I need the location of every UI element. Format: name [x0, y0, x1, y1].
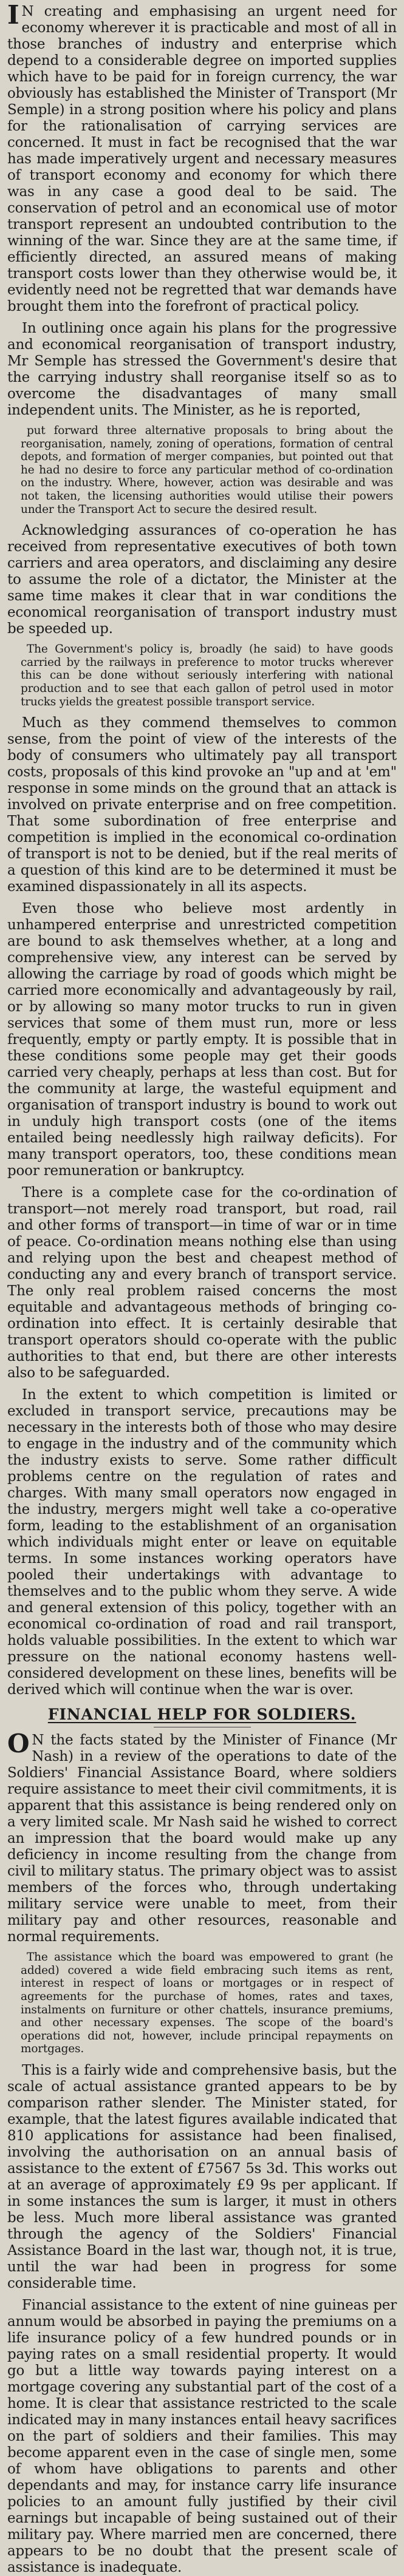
article-paragraph: In the extent to which competition is limited or excluded in transport service, precautions may be necessary in the interests both of those who may desire to engage in the industry and of the community which the industry exists to serve. Some rather difficult problems centre on the regulation of rates and charges. With many small operators now engaged in the industry, mergers might well take a co-operative form, leading to the establishment of an organisation which individuals might enter or leave on equitable terms. In some instances working operators have pooled their undertakings with advantage to themselves and to the public whom they serve. A wide and general extension of this policy, together with an economical co-ordination of road and rail transport, holds valuable possibilities. In the extent to which war pressure on the national economy hastens well-considered development on these lines, benefits will be derived which will continue when the war is over. — [7, 1387, 397, 1698]
article-paragraph: This is a fairly wide and comprehensive basis, but the scale of actual assistance granted appears to be by comparison rather slender. The Minister stated, for example, that the latest figures available indicated that 810 applications for assistance had been finalised, involving the authorisation on an annual basis of assistance to the extent of £7567 5s 3d. This works out at an average of approximately £9 9s per applicant. If in some instances the sum is larger, it must in others be less. Much more liberal assistance was granted through the agency of the Soldiers' Financial Assistance Board in the last war, though not, it is true, until the war had been in progress for some considerable time. — [7, 2062, 397, 2291]
article-paragraph: I N creating and emphasising an urgent need for economy wherever it is practicable and most of all in those branches of industry and enterprise which depend to a considerable degree on imported supplies which have to be paid for in foreign currency, the war obviously has established the Minister of Transport (Mr Semple) in a strong position where his policy and plans for the rationalisation of carrying services are concerned. It must in fact be recognised that the war has made imperatively urgent and necessary measures of transport economy and economy for which there was in any case a good deal to be said. The conservation of petrol and an economical use of motor transport represent an undoubted contribution to the winning of the war. Since they are at the same time, if efficiently directed, an assured means of making transport costs lower than they otherwise would be, it evidently need not be regretted that war demands have brought them into the forefront of practical policy. — [7, 0, 397, 314]
article-paragraph: Much as they commend themselves to common sense, from the point of view of the interests of the body of consumers who ultimately pay all transport costs, proposals of this kind provoke an "up and at 'em" response in some minds on the ground that an attack is involved on private enterprise and on free competition. That some subordination of free enterprise and competition is implied in the economical co-ordination of transport is not to be denied, but if the real merits of a question of this kind are to be determined it must be examined dispassionately in all its aspects. — [7, 715, 397, 895]
article-paragraph: Financial assistance to the extent of nine guineas per annum would be absorbed in paying the premiums on a life insurance policy of a few hundred pounds or in paying rates on a small residential property. It would go but a little way towards paying interest on a mortgage covering any substantial part of the cost of a home. It is clear that assistance restricted to the scale indicated may in many instances entail heavy sacrifices on the part of soldiers and their families. This may become apparent even in the case of single men, some of whom have obligations to parents and other dependants and may, for instance carry life insurance policies to an amount fully justified by their civil earnings but incapable of being sustained out of their military pay. Where married men are concerned, there appears to be no doubt that the present scale of assistance is inadequate. — [7, 2297, 397, 2575]
quoted-paragraph: The assistance which the board was empowered to grant (he added) covered a wide field embracing such items as rent, interest in respect of loans or mortgages or in respect of agreements for the purchase of homes, rates and taxes, instalments on furniture or other chattels, insurance premiums, and other necessary expenses. The scope of the board's operations did not, however, include principal repayments on mortgages. — [21, 1951, 393, 2056]
article-paragraph: There is a complete case for the co-ordination of transport—not merely road transport, but road, rail and other forms of transport—in time of war or in time of peace. Co-ordination means nothing else than using and relying upon the best and cheapest method of conducting any and every branch of transport service. The only real problem raised concerns the most equitable and advantageous methods of bringing co-ordination into effect. It is certainly desirable that transport operators should co-operate with the public authorities to that end, but there are other interests also to be safeguarded. — [7, 1185, 397, 1381]
article-paragraph: O N the facts stated by the Minister of Finance (Mr Nash) in a review of the operations to date of the Soldiers' Financial Assistance Board, where soldiers require assistance to meet their civil commitments, it is apparent that this assistance is being rendered only on a very limited scale. Mr Nash said he wished to correct an impression that the board would make up any deficiency in income resulting from the change from civil to military status. The primary object was to assist members of the forces who, through undertaking military service were unable to meet, from their military pay and other resources, reasonable and normal requirements. — [7, 1729, 397, 1945]
drop-cap: I — [7, 0, 19, 30]
quoted-paragraph: put forward three alternative proposals to bring about the reorganisation, namely, zoning of operations, formation of central depots, and formation of merger companies, but pointed out that he had no desire to force any particular method of co-ordination on the industry. Where, however, action was desirable and was not taken, the licensing authorities would utilise their powers under the Transport Act to secure the desired result. — [21, 424, 393, 516]
quoted-paragraph: The Government's policy is, broadly (he said) to have goods carried by the railways in preference to motor trucks wherever this can be done without seriously interfering with national production and to see that each gallon of petrol used in motor trucks yields the greatest possible transport service. — [21, 643, 393, 708]
article-paragraph: Even those who believe most ardently in unhampered enterprise and unrestricted competition are bound to ask themselves whether, at a long and comprehensive view, any interest can be served by allowing the carriage by road of goods which might be carried more economically and advantageously by rail, or by allowing so many motor trucks to run in given services that some of them must run, more or less frequently, empty or partly empty. It is possible that in these conditions some people may get their goods carried very cheaply, perhaps at less than cost. But for the community at large, the wasteful equipment and organisation of transport industry is bound to work out in unduly high transport costs (one of the items entailed being needlessly high railway deficits). For many transport operators, too, these conditions mean poor remuneration or bankruptcy. — [7, 901, 397, 1179]
section-headline: FINANCIAL HELP FOR SOLDIERS. — [47, 1706, 357, 1724]
article-paragraph: In outlining once again his plans for the progressive and economical reorganisation of transport industry, Mr Semple has stressed the Government's desire that the carrying industry shall reorganise itself so as to overcome the disadvantages of many small independent units. The Minister, as he is reported, — [7, 320, 397, 418]
article-paragraph: Acknowledging assurances of co-operation he has received from representative executives of both town carriers and area operators, and disclaiming any desire to assume the role of a dictator, the Minister at the same time makes it clear that in war conditions the economical reorganisation of transport industry must be speeded up. — [7, 523, 397, 637]
drop-cap: O — [7, 1729, 30, 1759]
